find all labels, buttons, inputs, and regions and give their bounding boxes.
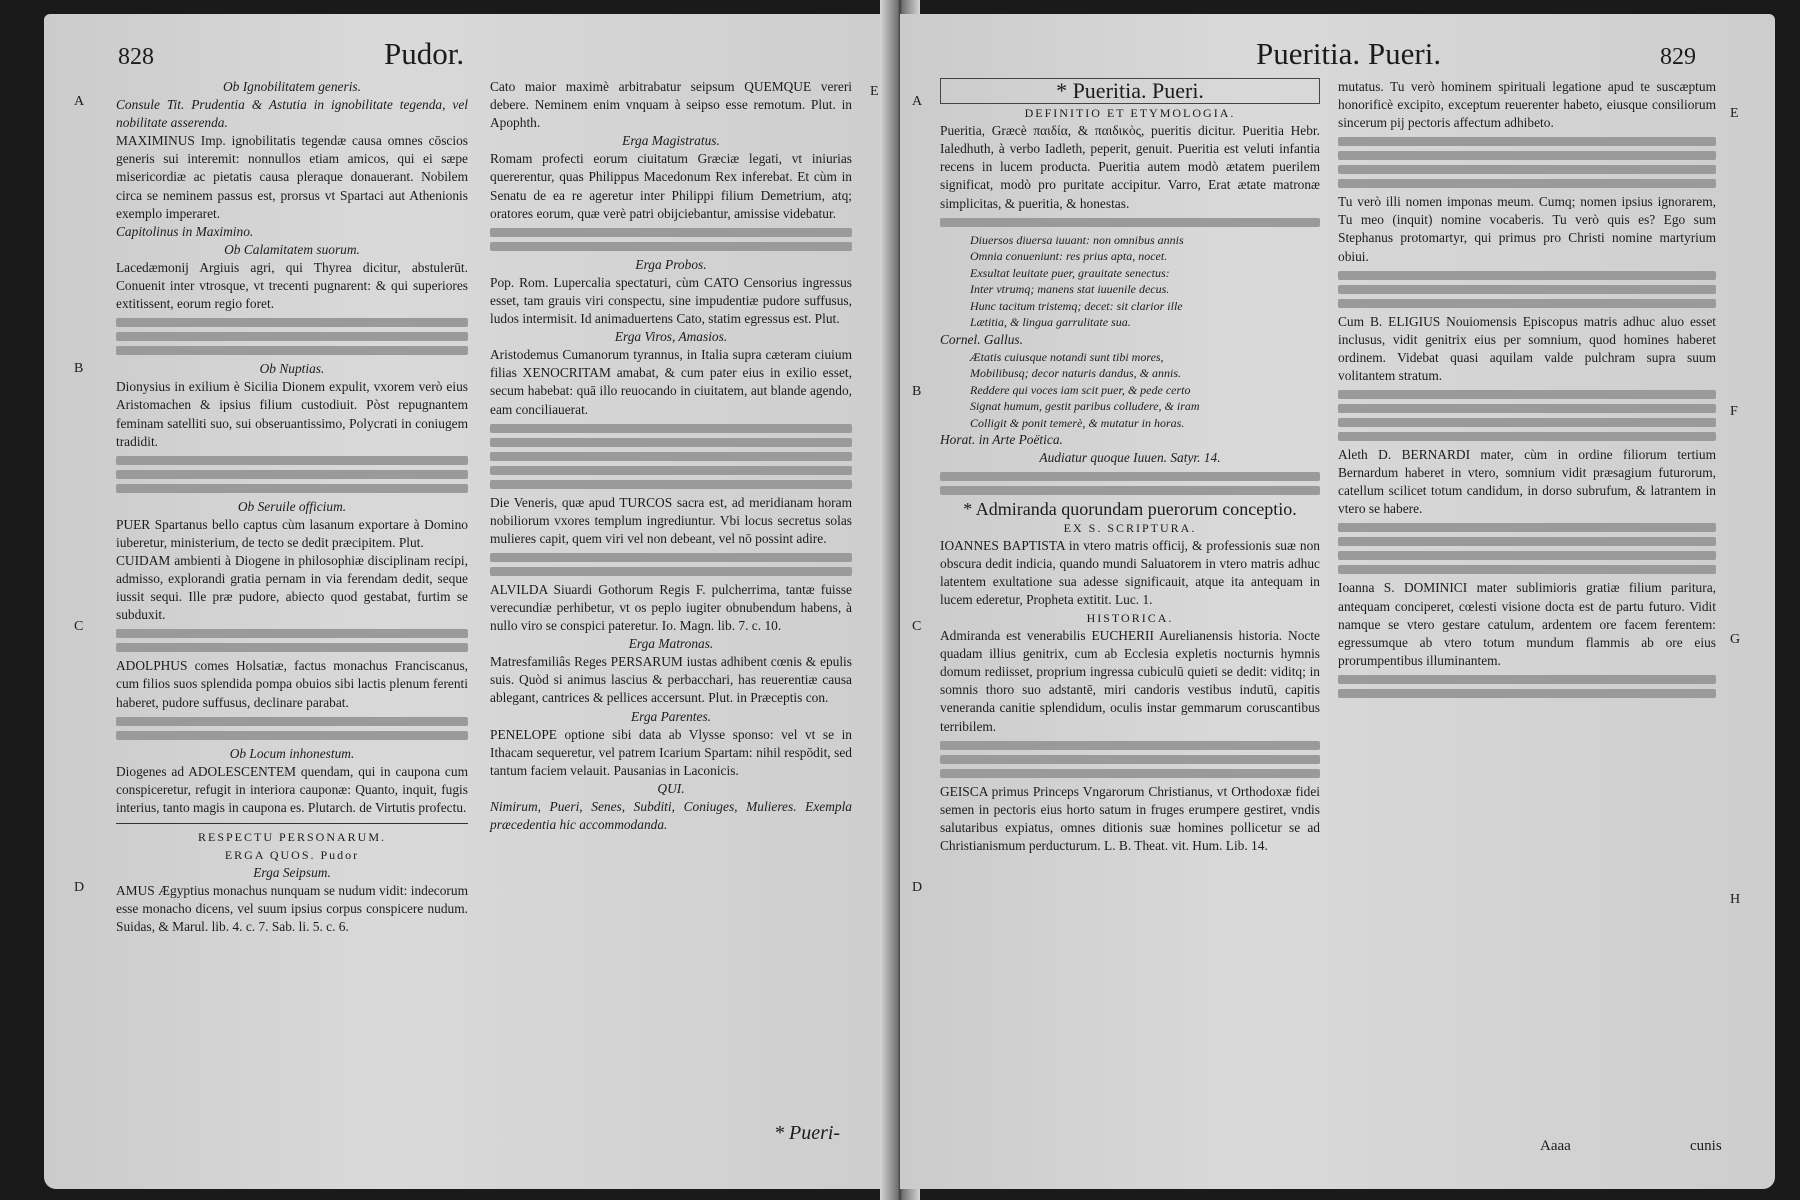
margin-letter-b: B — [912, 384, 922, 399]
cross-reference: Consule Tit. Prudentia & Astutia in ignobilitate tegenda, vel nobilitate asserenda. — [116, 97, 468, 131]
paragraph: mutatus. Tu verò hominem spirituali legatione apud te suscæptum honorificè excipito, exceptum reuerenter habeto, eiusque consiliorum sincerum pij pectoris affectum adhibeto. — [1338, 79, 1716, 131]
paragraph: Pueritia, Græcè παιδία, & παιδικὸς, pueritis dicitur. Pueritia Hebr. Ialedhuth, à verbo Iadleth, peperit, genuit. Pueritia est veluti infantia recens in lucem producta. Pueritia autem modò ætatem puerilem significat, modò pro puritate accipitur. Varro, Erat ætate matronæ simplicitas, & pueritia, & honestas. — [940, 123, 1320, 211]
signature-mark: Aaaa — [1540, 1138, 1571, 1154]
paragraph: Pop. Rom. Lupercalia spectaturi, cùm CATO Censorius ingressus esset, tam grauis viri conspectu, sine impudentiæ pudore suffusus, ludos intermisit. Id animaduertens Cato, statim egressus est. Plut. — [490, 274, 852, 327]
illegible-text — [1338, 285, 1716, 294]
illegible-text — [1338, 432, 1716, 441]
paragraph: Aleth D. BERNARDI mater, cùm in ordine filiorum tertium Bernardum haberet in vtero, somnium vidit præsagium futurorum, catellum scilicet totum candidum, in dorso subrufum, & latrantem in vtero se habere. — [1338, 447, 1716, 517]
illegible-text — [1338, 551, 1716, 560]
paragraph: Tu verò illi nomen imponas meum. Cumq; nomen ipsius ignorarem, Tu meo (inquit) nomine vocaberis. Tu verò quis es? Ego sum Stephanus protomartyr, qui primus pro Christi nomine martyrium obiui. — [1338, 194, 1716, 264]
heading: Ob Seruile officium. — [237, 498, 347, 514]
paragraph: ALVILDA Siuardi Gothorum Regis F. pulcherrima, tantæ fuisse verecundiæ perhibetur, vt os peplo iugiter obnubendum habens, à nullo viro se conspici pateretur. Io. Magn. lib. 7. c. 10. — [490, 581, 852, 634]
illegible-text — [490, 452, 852, 461]
section-subtitle: HISTORICA. — [1086, 611, 1174, 625]
paragraph: Matresfamiliâs Reges PERSARUM iustas adhibent cœnis & epulis suis. Quòd si animus lascius & perbacchari, has reuerentiæ causa ablegant, cantrices & pellices accersunt. Plut. in Præceptis con. — [490, 654, 852, 706]
illegible-text — [1338, 137, 1716, 146]
illegible-text — [490, 567, 852, 576]
verse-line: Colligit & ponit temerè, & mutatur in horas. — [970, 415, 1185, 430]
catchword-right: cunis — [1690, 1138, 1722, 1154]
paragraph: GEISCA primus Princeps Vngarorum Christianus, vt Orthodoxæ fidei semen in pectoris eius horto satum in fruges erumpere gestiret, vndis salutaribus expiatus, omnes ditionis suæ homines pollicetur se ad Christianismum perducturum. L. B. Theat. vit. Hum. Lib. 14. — [940, 783, 1320, 853]
verse-line: Inter vtrumq; manens stat iuuenile decus. — [970, 282, 1170, 297]
chapter-title: * Pueritia. Pueri. — [940, 78, 1320, 104]
illegible-text — [940, 755, 1320, 764]
margin-letter-e: E — [870, 84, 879, 99]
verse-line: Omnia conueniunt: res prius apta, nocet. — [970, 249, 1168, 264]
page-number-left: 828 — [118, 44, 154, 70]
running-head-right: Pueritia. Pueri. — [1256, 36, 1442, 71]
illegible-text — [490, 438, 852, 447]
margin-letter-g: G — [1730, 632, 1741, 647]
illegible-text — [940, 218, 1320, 227]
verse-line: Mobilibusq; decor naturis dandus, & annis. — [970, 366, 1182, 381]
section-subtitle: ERGA QUOS. Pudor — [224, 848, 360, 863]
paragraph: Audiatur quoque Iuuen. Satyr. 14. — [1039, 450, 1221, 466]
paragraph: ADOLPHUS comes Holsatiæ, factus monachus Franciscanus, cum filios suos splendida pompa obuios sibi lactis plenum ferenti haberet, pudore suffusus, declinare parabat. — [116, 658, 468, 710]
margin-letter-d: D — [74, 880, 85, 895]
heading: Ob Calamitatem suorum. — [224, 241, 360, 257]
margin-letter-a: A — [912, 94, 923, 109]
heading: Erga Probos. — [635, 256, 707, 272]
illegible-text — [490, 466, 852, 475]
section-title: * Admiranda quorundam puerorum conceptio. — [963, 499, 1297, 520]
right-column-1 — [940, 78, 1320, 855]
margin-letter-e: E — [1730, 106, 1739, 121]
paragraph: MAXIMINUS Imp. ignobilitatis tegendæ causa omnes cōscios generis sui interemit: nonnullos etiam amicos, qui ei sæpe misericordiæ ac pietatis causa pleraque donauerant. Nobilem circa se neminem passus est, prorsus vt Spartaci aut Athenionis exemplo imperaret. — [116, 133, 468, 221]
verse-line: Ætatis cuiusque notandi sunt tibi mores, — [970, 349, 1164, 364]
heading: Ob Locum inhonestum. — [229, 745, 355, 761]
heading: Erga Matronas. — [628, 636, 714, 652]
illegible-text — [940, 769, 1320, 778]
illegible-text — [940, 741, 1320, 750]
margin-letter-f: F — [1730, 404, 1738, 419]
illegible-text — [116, 318, 468, 327]
margin-letter-b: B — [74, 361, 84, 376]
heading: Erga Seipsum. — [253, 865, 331, 881]
illegible-text — [116, 456, 468, 465]
section-rule — [116, 823, 468, 824]
margin-letter-a: A — [74, 94, 85, 109]
section-title: DEFINITIO ET ETYMOLOGIA. — [1024, 106, 1236, 121]
illegible-text — [116, 332, 468, 341]
running-head-left: Pudor. — [384, 36, 465, 71]
margin-letter-h: H — [1730, 892, 1741, 907]
citation: Cornel. Gallus. — [940, 331, 1023, 347]
paragraph: Romam profecti eorum ciuitatum Græciæ legati, vt iniurias quererentur, quas Philippus Macedonum Rex inferebat. Et cùm in Senatu de ea re ageretur inter Philippi filium Demetrium, atq; oratores eorum, quæ verè patri obijciebantur, amissise videbatur. — [490, 151, 852, 221]
paragraph: PUER Spartanus bello captus cùm lasanum exportare à Domino iuberetur, ministerium, de tecto se dedit præcipitem. Plut. — [116, 516, 468, 550]
verse-line: Exsultat leuitate puer, grauitate senectus: — [970, 265, 1170, 280]
paragraph: Ioanna S. DOMINICI mater sublimioris gratiæ filium paritura, antequam conciperet, cœlesti visione docta est de partu futuro. Vidit namque se vtero gestare catulum, ardentem ore facem ferentem: egressumque ab vtero totum mundum flammis ab ore eius prorumpentibus illuminantem. — [1338, 580, 1716, 668]
verse-line: Diuersos diuersa iuuant: non omnibus annis — [970, 232, 1184, 247]
paragraph: Dionysius in exilium è Sicilia Dionem expulit, vxorem verò eius Aristomachen & ipsius filium custodiuit. Pòst repugnantem feminam satelliti suo, sui obseruantissimo, Polycrati in coniugem tradidit. — [116, 379, 468, 449]
illegible-text — [490, 228, 852, 237]
illegible-text — [1338, 299, 1716, 308]
illegible-text — [1338, 418, 1716, 427]
paragraph: Die Veneris, quæ apud TURCOS sacra est, ad meridianam horam nobiliorum vxores templum ingrediuntur. Vbi locus secretus solas mulieres capit, quem viri vel non debeant, vel nō possint adire. — [490, 494, 852, 546]
margin-letter-d: D — [912, 880, 923, 895]
paragraph: AMUS Ægyptius monachus nunquam se nudum vidit: indecorum esse monacho dicens, vel suum ipsius corpus conspicere nudum. Suidas, & Marul. lib. 4. c. 7. Sab. li. 5. c. 6. — [116, 883, 468, 935]
illegible-text — [116, 484, 468, 493]
illegible-text — [1338, 523, 1716, 532]
right-column-2 — [1338, 78, 1716, 703]
illegible-text — [1338, 390, 1716, 399]
citation: Capitolinus in Maximino. — [116, 223, 254, 239]
paragraph: Diogenes ad ADOLESCENTEM quendam, qui in caupona cum conspiceretur, refugit in interiora cauponæ: Quanto, inquit, fugis interius, tanto magis in caupona es. Plutarch. de Virtutis profectu. — [116, 763, 468, 815]
illegible-text — [940, 486, 1320, 495]
heading: Erga Viros, Amasios. — [614, 329, 728, 345]
paragraph: Cato maior maximè arbitrabatur seipsum QUEMQUE vereri debere. Neminem enim vnquam à seipso esse remotum. Plut. in Apophth. — [490, 79, 852, 131]
illegible-text — [1338, 271, 1716, 280]
heading: Ob Nuptias. — [259, 361, 325, 377]
verse-line: Signat humum, gestit paribus colludere, & iram — [970, 399, 1200, 414]
margin-letter-c: C — [74, 619, 84, 634]
section-title: RESPECTU PERSONARUM. — [197, 830, 387, 844]
left-page — [44, 14, 894, 1189]
page-number-right: 829 — [1660, 44, 1696, 70]
paragraph: IOANNES BAPTISTA in vtero matris officij, & professionis suæ non obscura dedit indicia, quando mundi Saluatorem in vtero matris adhuc latentem exultatione sua adesse significauit, atque ita antequam in lucem ederetur, Propheta extitit. Luc. 1. — [940, 537, 1320, 607]
paragraph: CUIDAM ambienti à Diogene in philosophiæ disciplinam recipi, admisso, explorandi gratia pernam in via ferendam dedit, seque iussit sequi. Ille præ pudore, abiecto quod gestabat, furtim se subduxit. — [116, 552, 468, 623]
section-subtitle: EX S. SCRIPTURA. — [1063, 520, 1197, 535]
illegible-text — [1338, 675, 1716, 684]
verse-line: Reddere qui voces iam scit puer, & pede certo — [970, 382, 1191, 397]
illegible-text — [490, 480, 852, 489]
margin-letter-c: C — [912, 619, 922, 634]
illegible-text — [1338, 151, 1716, 160]
illegible-text — [1338, 537, 1716, 546]
illegible-text — [490, 553, 852, 562]
catchword-left: * Pueri- — [774, 1122, 841, 1144]
illegible-text — [116, 346, 468, 355]
illegible-text — [1338, 179, 1716, 188]
left-column-2 — [490, 78, 852, 834]
illegible-text — [116, 643, 468, 652]
heading: QUI. — [657, 780, 685, 796]
illegible-text — [1338, 689, 1716, 698]
illegible-text — [116, 629, 468, 638]
illegible-text — [490, 242, 852, 251]
heading: Erga Parentes. — [630, 708, 712, 724]
right-page — [900, 14, 1775, 1189]
illegible-text — [1338, 165, 1716, 174]
verse-line: Lætitia, & lingua garrulitate sua. — [970, 315, 1131, 330]
verse-line: Hunc tacitum tristemq; decet: sit clarior ille — [970, 298, 1183, 313]
paragraph: Admiranda est venerabilis EUCHERII Aurelianensis historia. Nocte quadam illius genitrix, cum ab Ecclesia expletis nocturnis hymnis domum rediisset, proprium ingressa cubiculū quieti se dedit: viditq; in somnis thoro suo adstantē, miri candoris vestibus indutū, capitis veneranda canitie splendidum, oculis instar gemmarum coruscantibus terribilem. — [940, 628, 1320, 734]
paragraph: Lacedæmonij Argiuis agri, qui Thyrea dicitur, abstulerūt. Conuenit inter vtrosque, vt trecenti pugnarent: & qui superiores extitissent, eorum regio foret. — [116, 259, 468, 312]
left-column-1 — [116, 78, 468, 937]
paragraph: Cum B. ELIGIUS Nouiomensis Episcopus matris adhuc aluo esset inclusus, vidit genitrix eius per somnium, quod homines haberet ordinem. Videbat quasi aquilam valde pulchram supra suum volitantem stratum. — [1338, 313, 1716, 383]
citation: Horat. in Arte Poëtica. — [940, 432, 1063, 448]
heading: Erga Magistratus. — [622, 133, 720, 149]
illegible-text — [116, 717, 468, 726]
illegible-text — [490, 424, 852, 433]
illegible-text — [116, 731, 468, 740]
illegible-text — [1338, 404, 1716, 413]
heading: Ob Ignobilitatem generis. — [223, 79, 361, 94]
paragraph: Nimirum, Pueri, Senes, Subditi, Coniuges, Mulieres. Exempla præcedentia hic accommodanda. — [490, 799, 852, 833]
illegible-text — [1338, 565, 1716, 574]
illegible-text — [116, 470, 468, 479]
paragraph: PENELOPE optione sibi data ab Vlysse sponso: vel vt se in Ithacam sequeretur, vel patrem Icarium Spartam: nihil respōdit, sed tantum faciem velauit. Pausanias in Laconicis. — [490, 726, 852, 778]
illegible-text — [940, 472, 1320, 481]
paragraph: Aristodemus Cumanorum tyrannus, in Italia supra cæteram ciuium filias XENOCRITAM amabat, & cum pater eius in exilio esset, secum habebat: quā illo reuocando in ciuitatem, aut blande agendo, eam conciliauerat. — [490, 347, 852, 417]
